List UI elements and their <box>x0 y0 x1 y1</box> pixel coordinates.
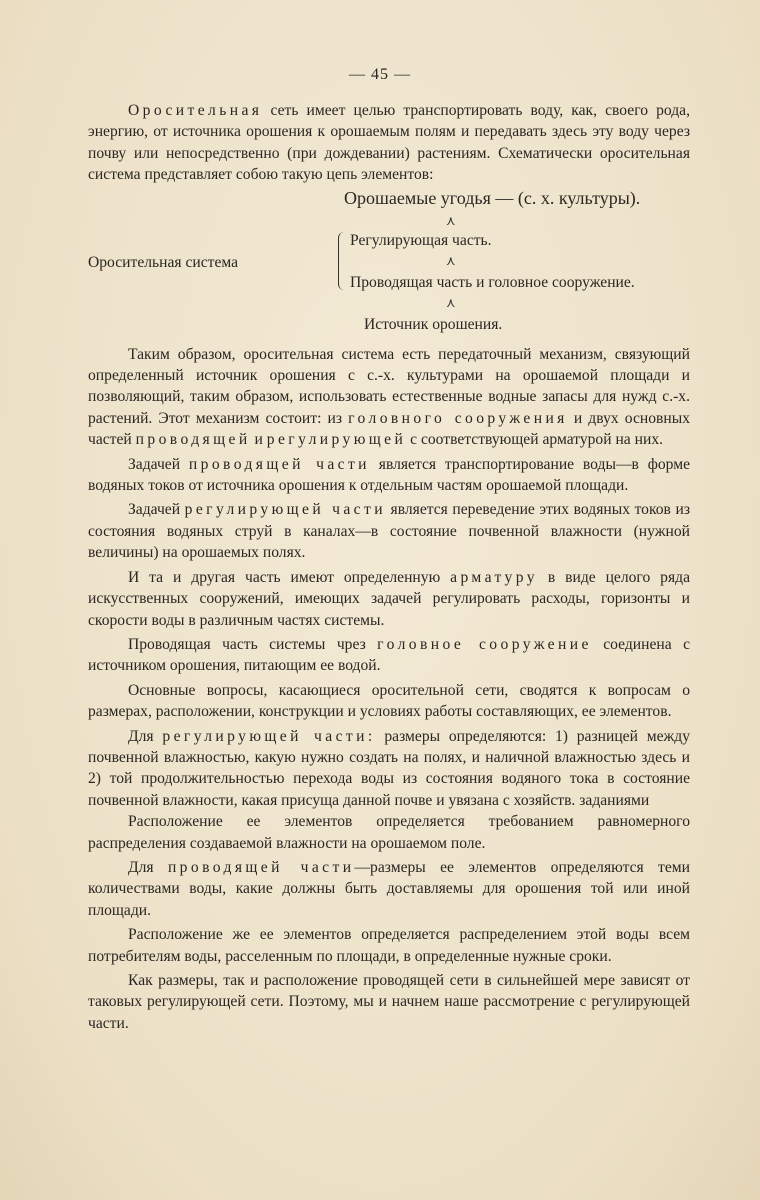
paragraph-9 <box>88 857 690 921</box>
paragraph-2 <box>88 454 690 497</box>
spaced-term: Оросительная <box>128 102 263 119</box>
intro-text: сеть имеет целью транспортировать воду, как, своего рода, энергию, от источника орошения к орошаемым полям и передавать здесь эту воду через почву или непосредственно (при дождевании) растениям. Схематически оросительная система представляет собою такую цепь элементов: <box>88 102 690 184</box>
text-run: и <box>250 431 267 449</box>
paragraph-4 <box>88 567 690 631</box>
spaced-term: проводящей части <box>167 858 355 876</box>
text-run: размеры определяются: 1) разницей между почвенной влажностью, какую нужно создать на полях, и наличной влажностью здесь и 2) той продолжительностью перехода воды из состояния водяного тока в состояние почвенной влажности, какая присуща данной почве и увязана с хозяйств. заданиями <box>88 727 690 809</box>
paragraph-10: Расположение же ее элементов определяется распределением этой воды всем потребителям воды, расселенным по площади, в определенные нужные сроки. <box>88 926 690 965</box>
spaced-term: головное сооружение <box>377 635 592 653</box>
text-run: является переведение этих водяных токов из состояния водяных струй в каналах—в состояние почвенной влажности (нужной величины) на орошаемых полях. <box>88 501 690 562</box>
text-run: —размеры ее элементов определяются теми количествами воды, какие должны быть доставляемы для орошения той или иной площади. <box>88 858 690 919</box>
paragraph-5 <box>88 634 690 677</box>
text-run: соединена с источником орошения, питающим ее водой. <box>88 635 691 675</box>
scheme-system-label: Оросительная система <box>88 253 239 271</box>
arrow-up-icon: ⋏ <box>446 252 456 268</box>
text-run: является транспортирование воды—в форме водяных токов от источника орошения к отдельным частям орошаемой площади. <box>88 455 690 495</box>
scheme-conducting-node: Проводящая часть и головное сооружение. <box>350 273 635 291</box>
spaced-term: регулирующей части <box>184 501 386 519</box>
text-run: в виде целого ряда искусственных сооружений, имеющих задачей регулировать расходы, горизонты и скорости воды в различным частях системы. <box>88 568 690 629</box>
text-run: Для <box>128 727 163 745</box>
brace-bracket <box>338 232 345 290</box>
spaced-term: проводящей части <box>188 455 370 473</box>
text-run: И та и другая часть имеют определенную <box>128 568 451 586</box>
spaced-term: проводящей <box>135 431 251 449</box>
paragraph-7 <box>88 726 690 812</box>
text-run: с соответствующей арматурой на них. <box>406 431 664 449</box>
page-body <box>88 100 690 1034</box>
text-run: Задачей <box>128 501 185 519</box>
paragraph-3 <box>88 499 690 563</box>
text-run: Задачей <box>128 455 189 473</box>
spaced-term: головного сооружения <box>348 409 568 427</box>
text-run: и двух основных частей <box>88 409 690 449</box>
spaced-term: арматуру <box>450 568 538 586</box>
irrigation-scheme-diagram <box>88 188 690 338</box>
paragraph-11: Как размеры, так и расположение проводящей сети в сильнейшей мере зависят от таковых регулирующей сети. Поэтому, мы и начнем наше рассмотрение с регулирующей части. <box>88 972 690 1032</box>
scheme-top-node: Орошаемые угодья — (с. х. культуры). <box>344 187 641 208</box>
scheme-regulating-node: Регулирующая часть. <box>350 231 492 249</box>
intro-paragraph <box>88 100 690 186</box>
arrow-up-icon: ⋏ <box>446 212 456 228</box>
page-number: — 45 — <box>349 66 411 83</box>
spaced-term: регулирующей части: <box>162 727 376 745</box>
text-run: Проводящая часть системы чрез <box>128 635 378 653</box>
scheme-source-node: Источник орошения. <box>364 315 503 333</box>
spaced-term: регулирующей <box>266 431 407 449</box>
paragraph-1 <box>88 344 690 451</box>
paragraph-8: Расположение ее элементов определяется требованием равномерного распределения создаваемой влажности на орошаемом поле. <box>88 813 690 852</box>
arrow-up-icon: ⋏ <box>446 294 456 310</box>
text-run: Таким образом, оросительная система есть передаточный механизм, связующий определенный источник орошения с с.-х. культурами на орошаемой площади и позволяющий, таким образом, использовать естественные водные запасы для нужд с.-х. растений. Этот механизм состоит: из <box>88 345 690 427</box>
text-run: Для <box>128 858 168 876</box>
paragraph-6: Основные вопросы, касающиеся оросительной сети, сводятся к вопросам о размерах, расположении, конструкции и условиях работы составляющих, ее элементов. <box>88 681 690 721</box>
